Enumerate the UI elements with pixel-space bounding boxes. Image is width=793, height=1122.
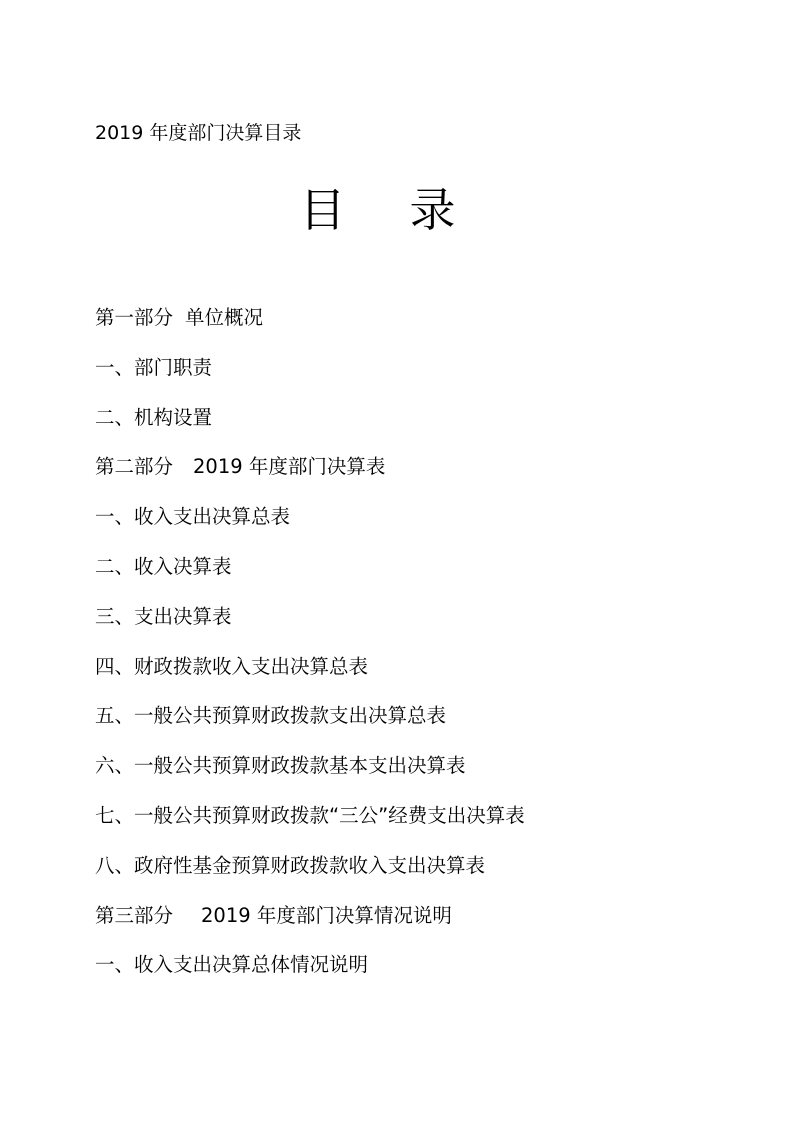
toc-entry[interactable]	[95, 802, 525, 852]
toc-entry-text: 单位概况	[185, 306, 264, 329]
toc-entry[interactable]	[95, 354, 525, 404]
toc-entry-text: 四、财政拨款收入支出决算总表	[95, 654, 369, 678]
toc-entry[interactable]	[95, 702, 525, 752]
toc-entry-text: 2019 年度部门决算表	[193, 455, 386, 479]
toc-entry-text: 二、收入决算表	[95, 554, 232, 578]
toc-entry-text: 一、收入支出决算总表	[95, 505, 291, 529]
page-title	[0, 182, 755, 238]
toc-part-label: 第二部分	[95, 455, 174, 479]
title-char-2: 录	[409, 183, 456, 237]
toc-part-label: 第一部分	[95, 306, 174, 329]
toc-entry-text: 2019 年度部门决算情况说明	[201, 903, 452, 927]
title-char-1: 目	[299, 183, 346, 237]
toc-entry-text: 一、部门职责	[95, 355, 213, 379]
toc-entry-text: 二、机构设置	[95, 405, 213, 429]
toc-entry[interactable]	[95, 503, 525, 553]
toc-entry-text: 五、一般公共预算财政拨款支出决算总表	[95, 704, 447, 728]
table-of-contents	[95, 304, 525, 1001]
toc-entry-text: 一、收入支出决算总体情况说明	[95, 953, 369, 977]
toc-entry[interactable]	[95, 404, 525, 454]
toc-entry[interactable]	[95, 653, 525, 703]
toc-entry-text: 三、支出决算表	[95, 604, 232, 628]
toc-entry[interactable]	[95, 752, 525, 802]
toc-entry[interactable]	[95, 852, 525, 902]
document-header: 2019 年度部门决算目录	[95, 122, 302, 144]
toc-entry-text: 七、一般公共预算财政拨款“三公”经费支出决算表	[95, 803, 525, 827]
toc-entry[interactable]	[95, 304, 525, 354]
toc-entry-text: 六、一般公共预算财政拨款基本支出决算表	[95, 754, 466, 778]
toc-entry[interactable]	[95, 902, 525, 952]
toc-entry[interactable]	[95, 453, 525, 503]
toc-entry[interactable]	[95, 553, 525, 603]
toc-entry[interactable]	[95, 951, 525, 1001]
toc-entry-text: 八、政府性基金预算财政拨款收入支出决算表	[95, 853, 486, 877]
toc-part-label: 第三部分	[95, 903, 174, 927]
toc-entry[interactable]	[95, 603, 525, 653]
